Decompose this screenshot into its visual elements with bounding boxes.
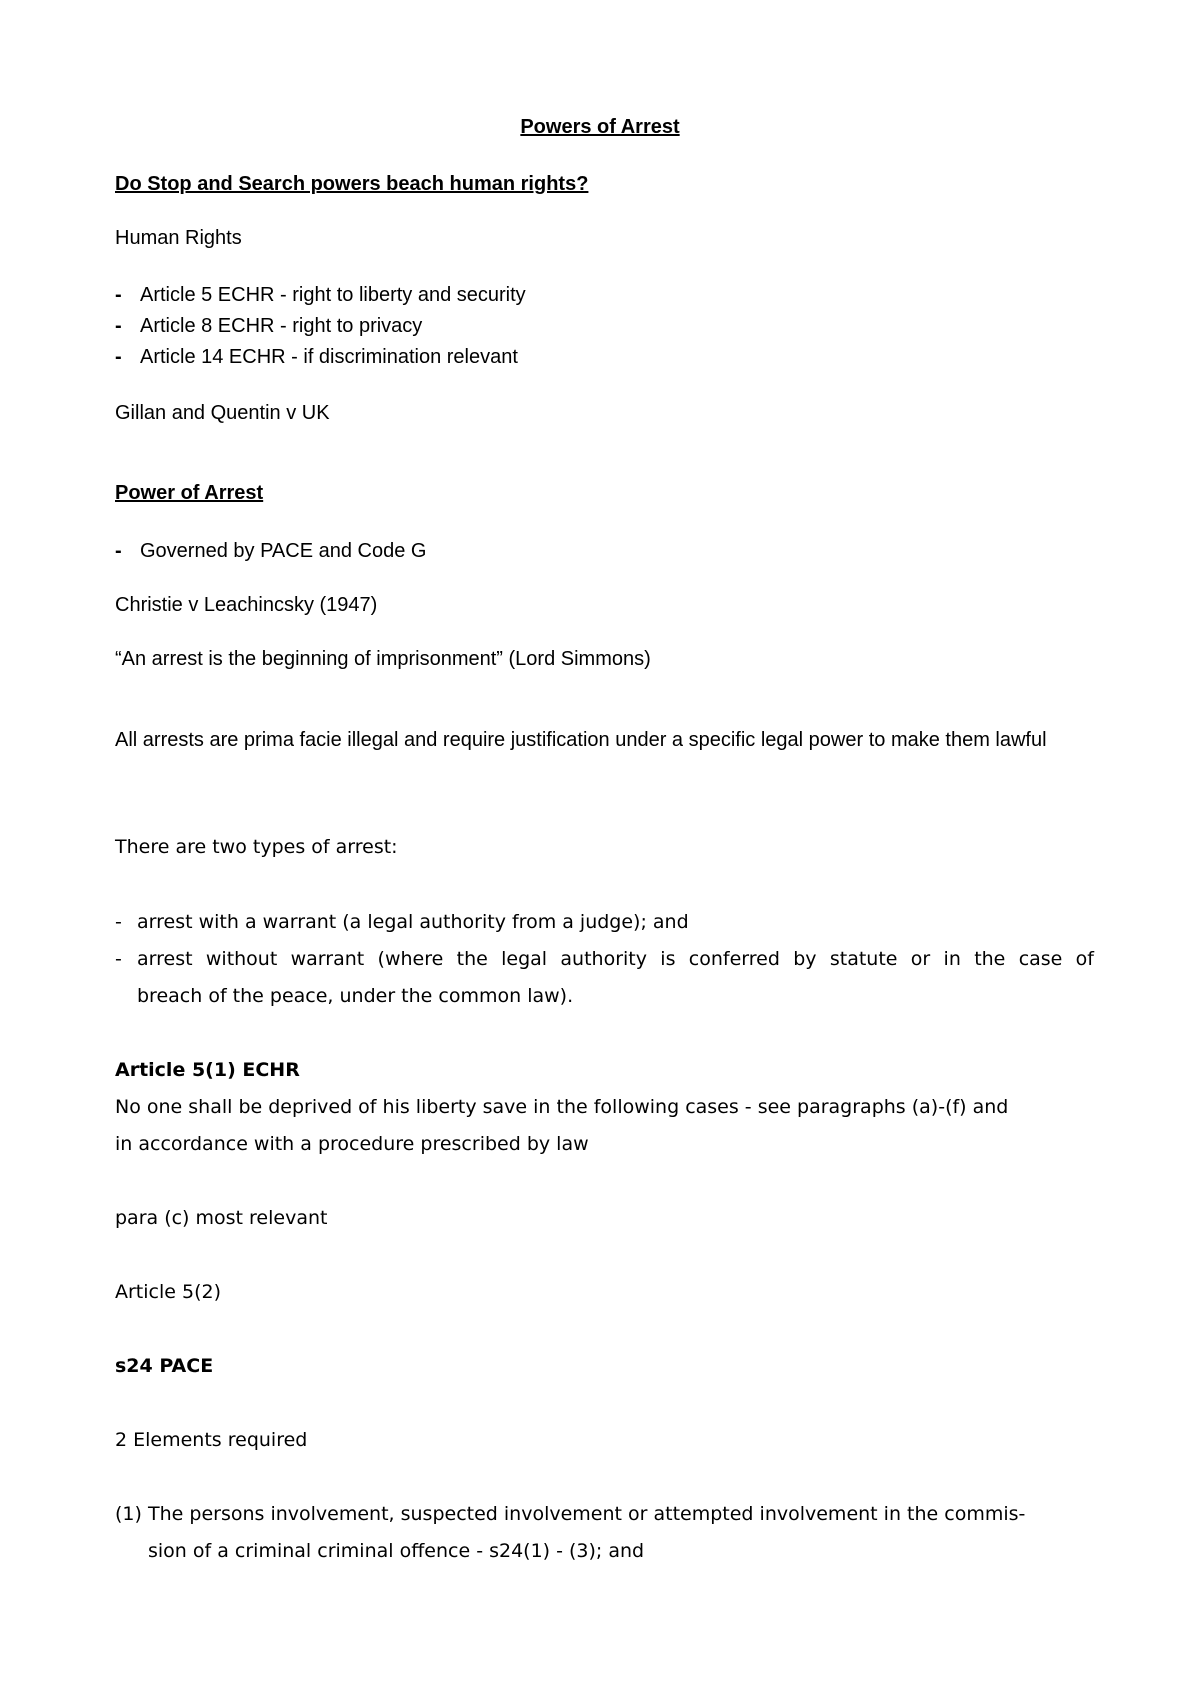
list-bullet: - [115, 284, 122, 306]
case-christie: Christie v Leachincsky (1947) [115, 594, 378, 616]
list-bullet: - [115, 315, 122, 337]
article5-text-line1: No one shall be deprived of his liberty save in the following cases - see paragraphs (a)-(f) and [115, 1096, 1009, 1118]
two-types-intro: There are two types of arrest: [115, 836, 398, 858]
human-rights-label: Human Rights [115, 227, 242, 249]
heading-stop-search: Do Stop and Search powers beach human rights? [115, 173, 589, 195]
list-item-continuation: breach of the peace, under the common law). [137, 985, 574, 1007]
list-item: The persons involvement, suspected involvement or attempted involvement in the commis- [148, 1503, 1026, 1525]
elements-required: 2 Elements required [115, 1429, 308, 1451]
case-gillan: Gillan and Quentin v UK [115, 402, 330, 424]
para-c: para (c) most relevant [115, 1207, 328, 1229]
page-title: Powers of Arrest [520, 116, 680, 138]
list-bullet: - [115, 540, 122, 562]
list-item: arrest with a warrant (a legal authority from a judge); and [137, 911, 689, 933]
element-number: (1) [115, 1503, 142, 1525]
list-item: Article 14 ECHR - if discrimination relevant [140, 346, 518, 368]
list-item-continuation: sion of a criminal criminal offence - s24(1) - (3); and [148, 1540, 645, 1562]
list-bullet: - [115, 948, 122, 970]
heading-power-arrest: Power of Arrest [115, 482, 264, 504]
list-bullet: - [115, 911, 122, 933]
list-item: Article 8 ECHR - right to privacy [140, 315, 423, 337]
s24-heading: s24 PACE [115, 1355, 214, 1377]
quote: “An arrest is the beginning of imprisonment” (Lord Simmons) [115, 648, 651, 670]
list-item: arrest without warrant (where the legal authority is conferred by statute or in the case of [137, 948, 1094, 970]
article5-heading: Article 5(1) ECHR [115, 1059, 300, 1081]
list-item: Governed by PACE and Code G [140, 540, 427, 562]
all-arrests-paragraph: All arrests are prima facie illegal and require justification under a specific legal power to make them lawful [115, 729, 1047, 751]
list-bullet: - [115, 346, 122, 368]
article5-2: Article 5(2) [115, 1281, 221, 1303]
article5-text-line2: in accordance with a procedure prescribed by law [115, 1133, 589, 1155]
list-item: Article 5 ECHR - right to liberty and security [140, 284, 526, 306]
